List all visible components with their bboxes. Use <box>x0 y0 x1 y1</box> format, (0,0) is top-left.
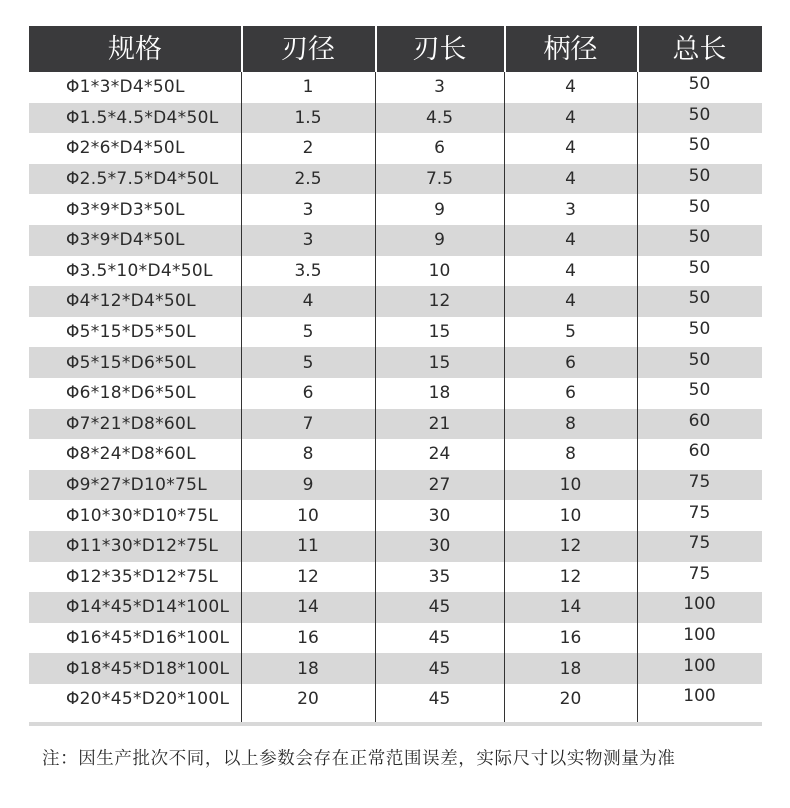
cell-shank-diameter: 16 <box>559 627 582 648</box>
cell-blade-diameter: 10 <box>297 505 319 526</box>
cell-shank-diameter: 4 <box>565 77 576 98</box>
cell-spec: Φ18*45*D18*100L <box>66 658 230 679</box>
cell-total-length: 50 <box>688 104 711 125</box>
cell-blade-diameter: 3.5 <box>294 260 322 281</box>
cell-shank-diameter: 4 <box>565 291 576 312</box>
cell-total-length: 50 <box>688 288 711 309</box>
table-bottom-band <box>29 722 762 726</box>
cell-spec: Φ5*15*D6*50L <box>66 352 196 373</box>
cell-total-length: 60 <box>688 410 711 431</box>
cell-blade-diameter: 2 <box>302 138 314 159</box>
cell-blade-length: 35 <box>428 566 451 587</box>
cell-shank-diameter: 3 <box>565 199 576 220</box>
cell-spec: Φ2*6*D4*50L <box>66 138 185 159</box>
header-spec: 规格 <box>108 34 162 65</box>
cell-total-length: 75 <box>688 563 711 584</box>
table-row <box>29 103 762 134</box>
cell-blade-length: 10 <box>428 260 451 281</box>
cell-blade-length: 18 <box>428 383 451 404</box>
table-header <box>29 26 762 72</box>
table-row <box>29 317 762 348</box>
table-body <box>29 72 762 714</box>
cell-blade-diameter: 20 <box>297 689 319 710</box>
cell-spec: Φ7*21*D8*60L <box>66 413 196 434</box>
column-divider <box>241 72 242 726</box>
cell-shank-diameter: 20 <box>559 689 582 710</box>
cell-shank-diameter: 4 <box>565 138 576 159</box>
table-row <box>29 592 762 623</box>
cell-total-length: 50 <box>688 380 711 401</box>
spec-table <box>29 26 762 714</box>
cell-spec: Φ3*9*D3*50L <box>66 199 185 220</box>
table-row <box>29 194 762 225</box>
table-row <box>29 684 762 715</box>
cell-blade-diameter: 6 <box>302 383 314 404</box>
header-shank-diameter: 柄径 <box>504 26 637 72</box>
table-row <box>29 500 762 531</box>
cell-total-length: 50 <box>688 349 711 370</box>
table-row <box>29 347 762 378</box>
cell-total-length: 75 <box>688 472 711 493</box>
footnote: 注：因生产批次不同，以上参数会存在正常范围误差，实际尺寸以实物测量为准 <box>42 749 676 769</box>
cell-shank-diameter: 4 <box>565 107 576 128</box>
cell-blade-length: 45 <box>428 658 451 679</box>
cell-blade-diameter: 1.5 <box>294 107 322 128</box>
cell-blade-diameter: 1 <box>302 77 314 98</box>
table-row <box>29 562 762 593</box>
cell-shank-diameter: 14 <box>559 597 582 618</box>
cell-blade-diameter: 2.5 <box>294 169 322 190</box>
table-row <box>29 164 762 195</box>
cell-total-length: 75 <box>688 533 711 554</box>
cell-blade-length: 45 <box>428 597 451 618</box>
cell-total-length: 50 <box>688 74 711 95</box>
cell-blade-length: 24 <box>428 444 451 465</box>
cell-shank-diameter: 6 <box>565 352 576 373</box>
cell-blade-length: 15 <box>428 352 451 373</box>
table-row <box>29 72 762 103</box>
table-row <box>29 439 762 470</box>
cell-blade-diameter: 14 <box>297 597 319 618</box>
cell-blade-length: 6 <box>434 138 445 159</box>
table-row <box>29 623 762 654</box>
cell-shank-diameter: 18 <box>559 658 582 679</box>
cell-blade-diameter: 3 <box>302 230 314 251</box>
cell-spec: Φ20*45*D20*100L <box>66 689 230 710</box>
cell-total-length: 50 <box>688 166 711 187</box>
cell-blade-length: 45 <box>428 689 451 710</box>
table-row <box>29 531 762 562</box>
cell-spec: Φ14*45*D14*100L <box>66 597 230 618</box>
cell-blade-diameter: 3 <box>302 199 314 220</box>
cell-blade-length: 45 <box>428 627 451 648</box>
cell-total-length: 50 <box>688 257 711 278</box>
cell-shank-diameter: 4 <box>565 230 576 251</box>
cell-shank-diameter: 5 <box>565 322 576 343</box>
cell-shank-diameter: 6 <box>565 383 576 404</box>
cell-total-length: 50 <box>688 135 711 156</box>
column-divider <box>375 72 376 726</box>
header-total-length: 总长 <box>637 26 762 72</box>
cell-shank-diameter: 4 <box>565 169 576 190</box>
cell-blade-length: 27 <box>428 475 451 496</box>
cell-total-length: 50 <box>688 196 711 217</box>
table-row <box>29 378 762 409</box>
cell-blade-length: 21 <box>428 413 451 434</box>
cell-total-length: 60 <box>688 441 711 462</box>
cell-shank-diameter: 12 <box>559 536 582 557</box>
cell-blade-diameter: 11 <box>297 536 319 557</box>
cell-blade-length: 3 <box>434 77 445 98</box>
cell-blade-diameter: 12 <box>297 566 319 587</box>
cell-spec: Φ12*35*D12*75L <box>66 566 219 587</box>
cell-blade-diameter: 8 <box>302 444 314 465</box>
cell-spec: Φ1.5*4.5*D4*50L <box>66 107 219 128</box>
cell-shank-diameter: 10 <box>559 475 582 496</box>
cell-blade-length: 7.5 <box>425 169 454 190</box>
cell-blade-length: 12 <box>428 291 451 312</box>
cell-blade-diameter: 9 <box>302 475 314 496</box>
cell-spec: Φ5*15*D5*50L <box>66 322 196 343</box>
cell-total-length: 50 <box>688 227 711 248</box>
cell-spec: Φ2.5*7.5*D4*50L <box>66 169 219 190</box>
table-row <box>29 653 762 684</box>
cell-blade-diameter: 7 <box>302 413 314 434</box>
cell-total-length: 100 <box>683 655 716 676</box>
cell-shank-diameter: 4 <box>565 260 576 281</box>
cell-total-length: 100 <box>683 594 716 615</box>
cell-total-length: 50 <box>688 319 711 340</box>
cell-blade-diameter: 5 <box>302 352 314 373</box>
cell-spec: Φ3*9*D4*50L <box>66 230 185 251</box>
table-row <box>29 470 762 501</box>
cell-blade-diameter: 16 <box>297 627 319 648</box>
cell-spec: Φ4*12*D4*50L <box>66 291 196 312</box>
cell-total-length: 75 <box>688 502 711 523</box>
table-row <box>29 409 762 440</box>
cell-spec: Φ3.5*10*D4*50L <box>66 260 213 281</box>
cell-blade-diameter: 4 <box>302 291 314 312</box>
cell-blade-diameter: 18 <box>297 658 319 679</box>
cell-spec: Φ1*3*D4*50L <box>66 77 185 98</box>
cell-shank-diameter: 12 <box>559 566 582 587</box>
cell-blade-length: 30 <box>428 505 451 526</box>
column-divider <box>504 72 505 726</box>
cell-total-length: 100 <box>683 686 716 707</box>
cell-spec: Φ8*24*D8*60L <box>66 444 196 465</box>
cell-blade-length: 9 <box>434 199 445 220</box>
cell-spec: Φ6*18*D6*50L <box>66 383 196 404</box>
table-row <box>29 286 762 317</box>
column-divider <box>637 72 638 726</box>
cell-spec: Φ10*30*D10*75L <box>66 505 219 526</box>
table-row <box>29 225 762 256</box>
cell-blade-diameter: 5 <box>302 322 314 343</box>
cell-spec: Φ16*45*D16*100L <box>66 627 230 648</box>
cell-shank-diameter: 8 <box>565 413 576 434</box>
header-blade-length: 刃长 <box>375 26 504 72</box>
cell-shank-diameter: 10 <box>559 505 582 526</box>
cell-blade-length: 15 <box>428 322 451 343</box>
cell-spec: Φ9*27*D10*75L <box>66 475 208 496</box>
cell-blade-length: 9 <box>434 230 445 251</box>
table-row <box>29 256 762 287</box>
table-row <box>29 133 762 164</box>
header-blade-diameter: 刃径 <box>241 26 375 72</box>
cell-shank-diameter: 8 <box>565 444 576 465</box>
cell-total-length: 100 <box>683 624 716 645</box>
cell-blade-length: 4.5 <box>425 107 454 128</box>
cell-spec: Φ11*30*D12*75L <box>66 536 219 557</box>
cell-blade-length: 30 <box>428 536 451 557</box>
